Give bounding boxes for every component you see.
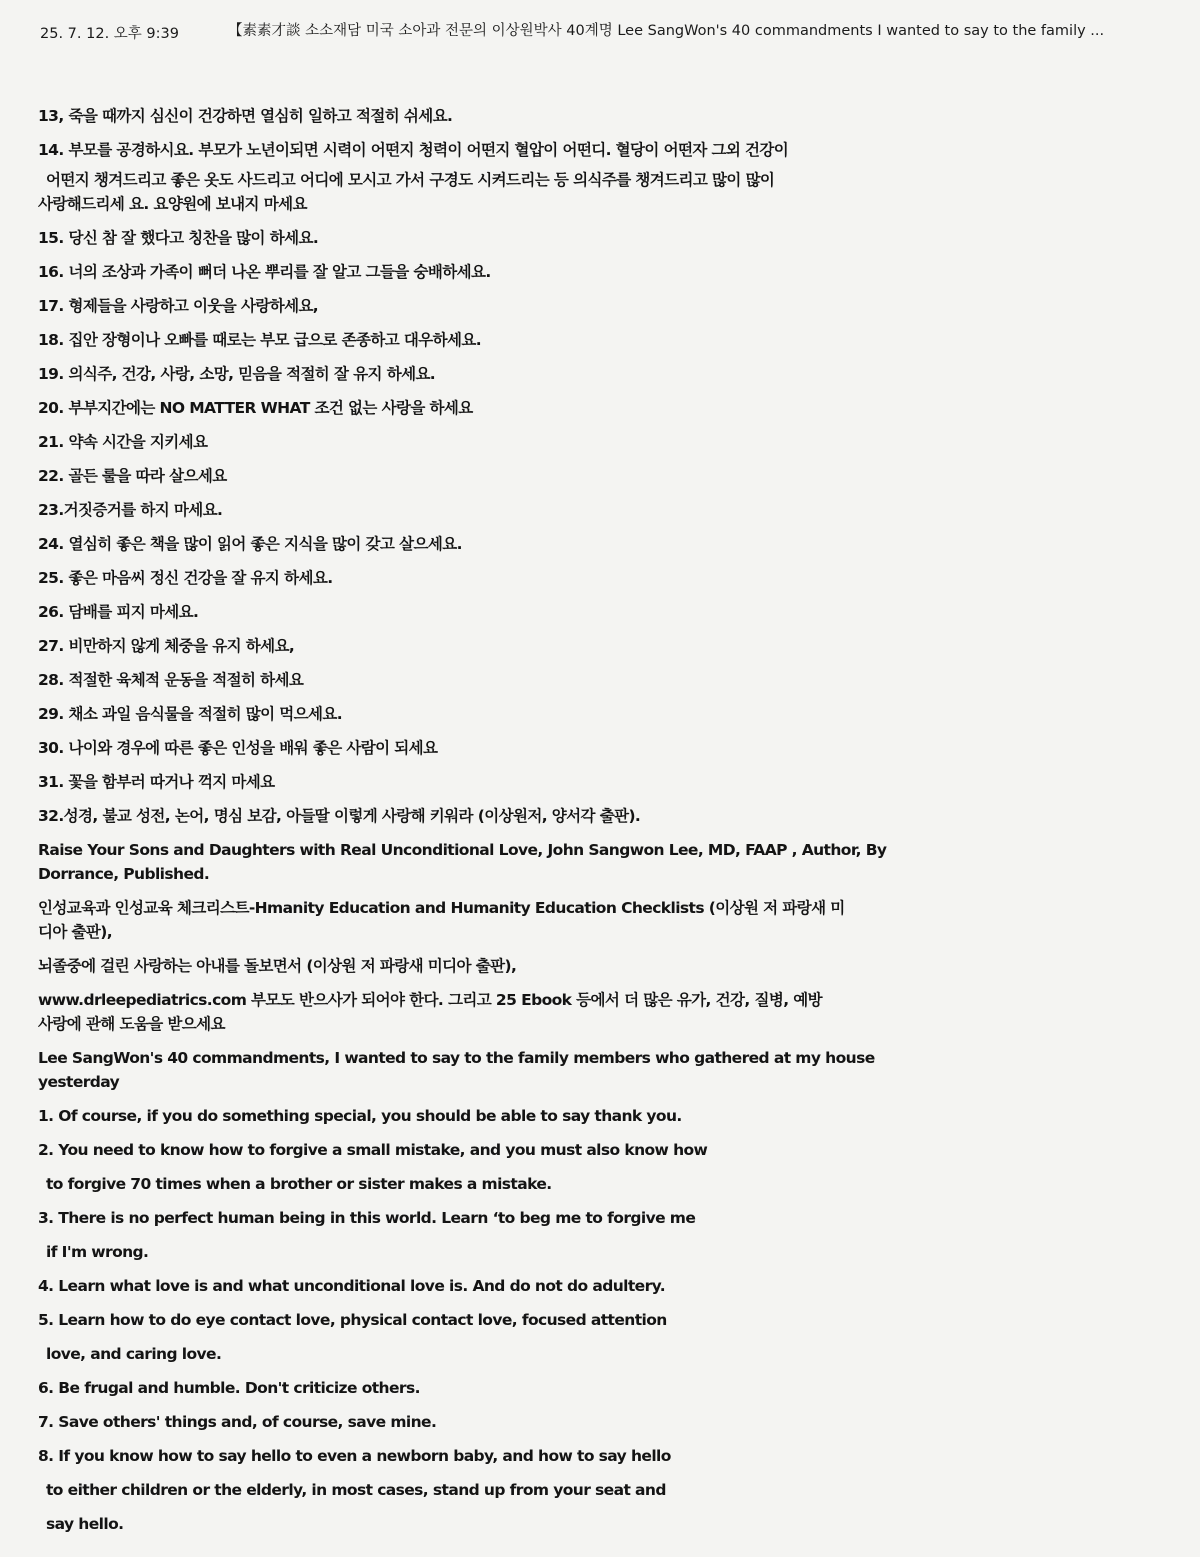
english-item-1: 1. Of course, if you do something special, you should be able to say thank you.: [38, 1107, 682, 1125]
item-25: 25. 좋은 마음씨 정신 건강을 잘 유지 하세요.: [38, 569, 333, 587]
item-23: 23.거짓증거를 하지 마세요.: [38, 501, 223, 519]
item-21: 21. 약속 시간을 지키세요: [38, 433, 208, 451]
item-20: 20. 부부지간에는 NO MATTER WHAT 조건 없는 사랑을 하세요: [38, 399, 473, 417]
website-line-1: www.drleepediatrics.com 부모도 반으사가 되어야 한다. 그리고 25 Ebook 등에서 더 많은 유가, 건강, 질병, 예방: [38, 991, 823, 1009]
english-item-2-line-1: 2. You need to know how to forgive a small mistake, and you must also know how: [38, 1141, 708, 1159]
item-14-line-2: 어떤지 챙겨드리고 좋은 옷도 사드리고 어디에 모시고 가서 구경도 시켜드리는 등 의식주를 챙겨드리고 많이 많이: [46, 171, 775, 189]
item-27: 27. 비만하지 않게 체중을 유지 하세요,: [38, 637, 295, 655]
english-item-5-line-2: love, and caring love.: [46, 1345, 222, 1363]
english-item-5-line-1: 5. Learn how to do eye contact love, physical contact love, focused attention: [38, 1311, 667, 1329]
item-19: 19. 의식주, 건강, 사랑, 소망, 믿음을 적절히 잘 유지 하세요.: [38, 365, 436, 383]
item-24: 24. 열심히 좋은 책을 많이 읽어 좋은 지식을 많이 갖고 살으세요.: [38, 535, 462, 553]
website-line-2: 사랑에 관해 도움을 받으세요: [38, 1015, 225, 1033]
document-body: [38, 104, 887, 1536]
english-item-7: 7. Save others' things and, of course, save mine.: [38, 1413, 437, 1431]
item-14-line-1: 14. 부모를 공경하시요. 부모가 노년이되면 시력이 어떤지 청력이 어떤지 혈압이 어떤디. 혈당이 어떤자 그외 건강이: [38, 141, 789, 159]
print-header: [40, 18, 1170, 44]
english-item-8-line-1: 8. If you know how to say hello to even a newborn baby, and how to say hello: [38, 1447, 671, 1465]
english-intro-line-1: Lee SangWon's 40 commandments, I wanted to say to the family members who gathered at my house: [38, 1049, 875, 1067]
item-14-line-3: 사랑해드리세 요. 요양원에 보내지 마세요: [38, 195, 307, 213]
item-13: 13, 죽을 때까지 심신이 건강하면 열심히 일하고 적절히 쉬세요.: [38, 107, 453, 125]
english-item-8-line-2: to either children or the elderly, in most cases, stand up from your seat and: [46, 1481, 666, 1499]
item-26: 26. 담배를 피지 마세요.: [38, 603, 199, 621]
book-humanity-line-2: 디아 출판),: [38, 923, 113, 941]
english-item-2-line-2: to forgive 70 times when a brother or sister makes a mistake.: [46, 1175, 552, 1193]
item-30: 30. 나이와 경우에 따른 좋은 인성을 배워 좋은 사람이 되세요: [38, 739, 438, 757]
item-28: 28. 적절한 육체적 운동을 적절히 하세요: [38, 671, 304, 689]
english-intro-line-2: yesterday: [38, 1073, 120, 1091]
book-english-line-2: Dorrance, Published.: [38, 865, 210, 883]
english-item-4: 4. Learn what love is and what unconditional love is. And do not do adultery.: [38, 1277, 665, 1295]
print-title: 【素素才談 소소재담 미국 소아과 전문의 이상원박사 40계명 Lee SangWon's 40 commandments I wanted to say to the family ...: [228, 23, 1105, 39]
english-item-6: 6. Be frugal and humble. Don't criticize others.: [38, 1379, 420, 1397]
book-stroke: 뇌졸중에 걸린 사랑하는 아내를 돌보면서 (이상원 저 파랑새 미디아 출판),: [38, 957, 517, 975]
print-date: 25. 7. 12. 오후 9:39: [40, 26, 179, 42]
english-item-3-line-1: 3. There is no perfect human being in this world. Learn ‘to beg me to forgive me: [38, 1209, 696, 1227]
english-item-3-line-2: if I'm wrong.: [46, 1243, 149, 1261]
item-18: 18. 집안 장형이나 오빠를 때로는 부모 급으로 존종하고 대우하세요.: [38, 331, 482, 349]
item-29: 29. 채소 과일 음식물을 적절히 많이 먹으세요.: [38, 705, 343, 723]
book-english-line-1: Raise Your Sons and Daughters with Real Unconditional Love, John Sangwon Lee, MD, FAAP , Author, By: [38, 841, 887, 859]
item-31: 31. 꽃을 함부러 따거나 꺽지 마세요: [38, 773, 275, 791]
item-15: 15. 당신 참 잘 했다고 칭찬을 많이 하세요.: [38, 229, 319, 247]
english-item-8-line-3: say hello.: [46, 1515, 124, 1533]
item-17: 17. 형제들을 사랑하고 이웃을 사랑하세요,: [38, 297, 319, 315]
item-22: 22. 골든 룰을 따라 살으세요: [38, 467, 227, 485]
book-humanity-line-1: 인성교육과 인성교육 체크리스트-Hmanity Education and Humanity Education Checklists (이상원 저 파랑새 미: [38, 899, 845, 917]
item-32: 32.성경, 불교 성전, 논어, 명심 보감, 아들딸 이렇게 사랑해 키워라 (이상원저, 양서각 출판).: [38, 807, 641, 825]
item-16: 16. 너의 조상과 가족이 뻐더 나온 뿌리를 잘 알고 그들을 숭배하세요.: [38, 263, 491, 281]
